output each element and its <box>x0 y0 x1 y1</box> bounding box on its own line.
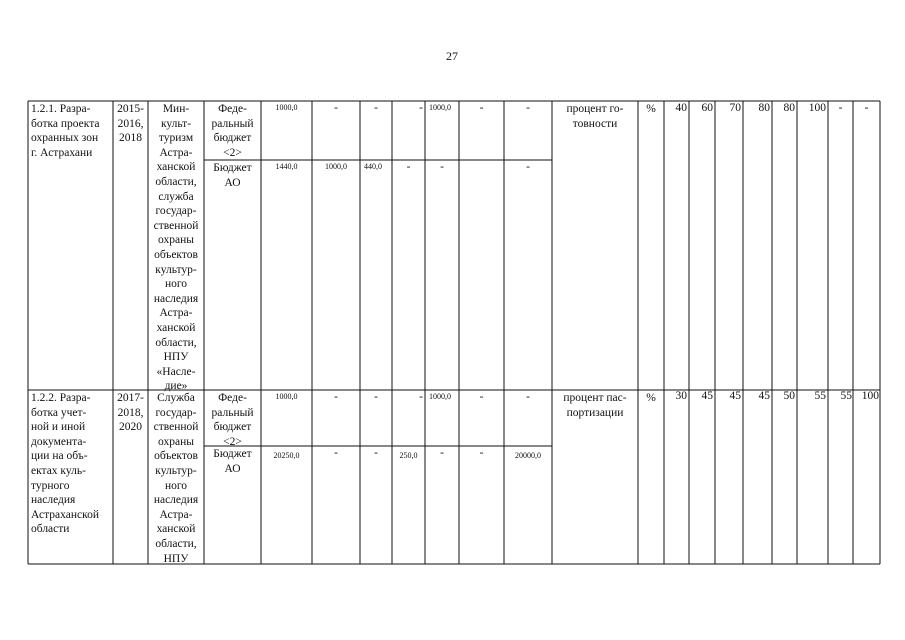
target-value: 60 <box>701 102 713 114</box>
funding-total: 1440,0 <box>275 162 298 171</box>
target-value: 55 <box>840 390 852 402</box>
funding-value: 1000,0 <box>429 103 451 112</box>
funding-value: - <box>526 161 530 173</box>
funding-source: Бюджет АО <box>213 162 252 189</box>
funding-total: 1000,0 <box>275 103 298 112</box>
target-value: 45 <box>729 390 741 402</box>
funding-value: - <box>406 161 411 173</box>
funding-value: - <box>440 161 444 173</box>
target-value: 45 <box>758 390 770 402</box>
funding-value: - <box>479 102 484 114</box>
funding-total: 20250,0 <box>273 451 300 460</box>
funding-value: 440,0 <box>364 162 382 171</box>
target-value: 30 <box>675 390 687 402</box>
funding-source: Феде- ральный бюджет <2> <box>211 103 254 159</box>
item-name: 1.2.1. Разра- ботка проекта охранных зон г. Астрахани <box>31 103 100 159</box>
funding-total: 1000,0 <box>275 392 298 401</box>
funding-value: 1000,0 <box>325 162 347 171</box>
item-name: 1.2.2. Разра- ботка учет- ной и иной документа- ции на объ- ектах куль- турного наследия Астраханской области <box>31 392 100 536</box>
funding-value: - <box>479 391 484 403</box>
unit: % <box>646 392 656 404</box>
funding-value: - <box>334 447 338 459</box>
target-value: 80 <box>783 102 795 114</box>
funding-value: 1000,0 <box>429 392 451 401</box>
funding-value: - <box>526 102 530 114</box>
funding-source: Феде- ральный бюджет <2> <box>211 392 254 448</box>
funding-source: Бюджет АО <box>213 448 252 475</box>
executor: Служба государ- ственной охраны объектов культур- ного наследия Астра- ханской области, НПУ <box>153 392 199 565</box>
executor: Мин- культ- туризм Астра- ханской области, служба государ- ственной охраны объектов культур- ного наследия Астра- ханской области, НПУ «Насле- дие» <box>153 103 199 393</box>
target-value: 55 <box>814 390 826 402</box>
target-value: - <box>838 102 843 114</box>
indicator: процент пас- портизации <box>563 392 627 419</box>
funding-value: - <box>334 102 338 114</box>
funding-value: 20000,0 <box>515 451 541 460</box>
funding-value: - <box>440 447 444 459</box>
target-value: - <box>864 102 869 114</box>
indicator: процент го- товности <box>566 103 624 130</box>
years: 2015- 2016, 2018 <box>117 103 144 145</box>
years: 2017- 2018, 2020 <box>117 392 144 434</box>
funding-value: - <box>526 391 530 403</box>
funding-value: - <box>374 391 378 403</box>
target-value: 70 <box>729 102 741 114</box>
funding-value: - <box>419 391 423 403</box>
funding-value: - <box>479 447 484 459</box>
funding-value: 250,0 <box>399 451 418 460</box>
target-value: 45 <box>701 390 713 402</box>
page-number: 27 <box>446 49 458 63</box>
target-value: 100 <box>861 390 879 402</box>
funding-value: - <box>374 447 378 459</box>
target-value: 50 <box>783 390 795 402</box>
funding-value: - <box>419 102 423 114</box>
target-value: 40 <box>675 102 687 114</box>
funding-value: - <box>334 391 338 403</box>
target-value: 80 <box>758 102 770 114</box>
funding-value: - <box>374 102 378 114</box>
unit: % <box>646 103 656 115</box>
target-value: 100 <box>808 102 826 114</box>
